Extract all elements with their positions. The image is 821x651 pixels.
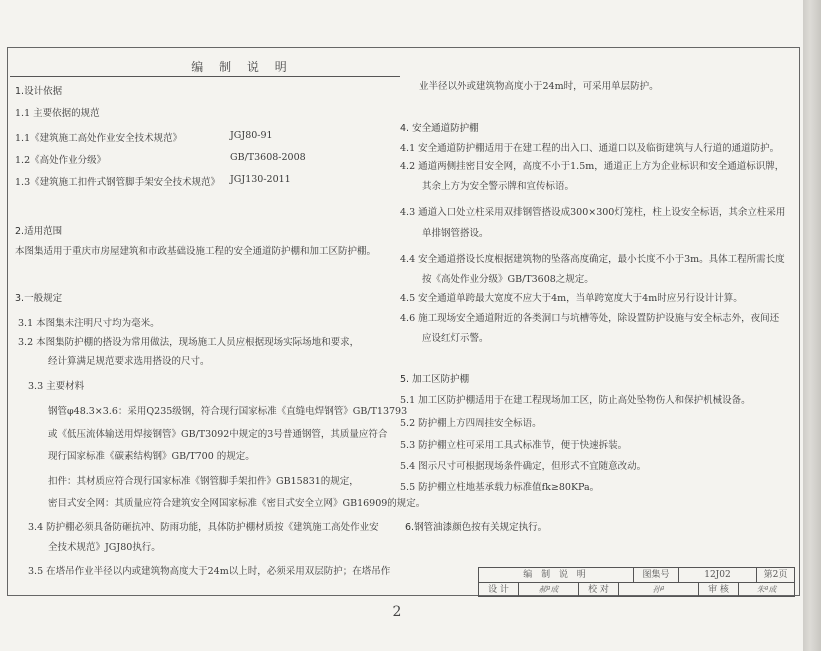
- text-line: 5.4 图示尺寸可根据现场条件确定，但形式不宜随意改动。: [400, 461, 647, 472]
- title-block-row: [479, 583, 794, 597]
- text-line: 1.1 主要依据的规范: [15, 108, 100, 119]
- ref-code: JGJ130-2011: [230, 174, 291, 185]
- section-heading: 4. 安全通道防护棚: [400, 123, 479, 134]
- text-line: 4.3 通道入口处立柱采用双排钢管搭设成300×300灯笼柱，柱上设安全标语，其余立柱采用: [400, 207, 786, 218]
- text-line: 单排钢管搭设。: [422, 228, 489, 239]
- section-heading: 3.一般规定: [15, 293, 63, 304]
- text-line: 3.4 防护棚必须具备防砸抗冲、防雨功能，具体防护棚材质按《建筑施工高处作业安: [28, 522, 379, 533]
- page-title: 编 制 说 明: [191, 60, 293, 74]
- text-line: 现行国家标准《碳素结构钢》GB/T700 的规定。: [48, 451, 255, 462]
- ref-code: GB/T3608-2008: [230, 152, 306, 163]
- text-line: 全技术规范》JGJ80执行。: [48, 542, 161, 553]
- text-line: 业半径以外或建筑物高度小于24m时，可采用单层防护。: [419, 81, 659, 92]
- check-signature: 孙ª: [619, 583, 699, 597]
- review-signature: 朱ª成: [756, 585, 777, 594]
- check-label: 校 对: [579, 583, 619, 597]
- design-label: 设 计: [479, 583, 519, 597]
- section-heading: 2.适用范围: [15, 226, 63, 237]
- design-signature: 郝ª成: [519, 583, 579, 597]
- text-line: 4.4 安全通道搭设长度根据建筑物的坠落高度确定，最小长度不小于3m。具体工程所需长度: [400, 254, 785, 265]
- text-line: 5.2 防护棚上方四周挂安全标语。: [400, 418, 542, 429]
- text-line: 3.5 在塔吊作业半径以内或建筑物高度大于24m以上时，必须采用双层防护；在塔吊作: [28, 566, 391, 577]
- text-line: 其余上方为安全警示牌和宣传标语。: [422, 181, 575, 192]
- title-block: [478, 567, 795, 597]
- text-line: 4.6 施工现场安全通道附近的各类洞口与坑槽等处，除设置防护设施与安全标志外，夜间还: [400, 313, 780, 324]
- atlas-number: 12J02: [679, 568, 757, 582]
- section-heading: 6.钢管油漆颜色按有关规定执行。: [405, 522, 548, 533]
- ref-name: 1.2《高处作业分级》: [15, 155, 107, 166]
- binding-edge: [803, 0, 821, 651]
- text-line: 3.3 主要材料: [28, 381, 85, 392]
- text-line: 3.2 本图集防护棚的搭设为常用做法，现场施工人员应根据现场实际场地和要求，: [18, 337, 360, 348]
- text-line: 或《低压流体输送用焊接钢管》GB/T3092中规定的3号普通钢管，其质量应符合: [48, 429, 388, 440]
- atlas-label: 图集号: [634, 568, 679, 582]
- page-number: 2: [392, 604, 402, 620]
- text-line: 经计算满足规范要求选用搭设的尺寸。: [48, 356, 210, 367]
- ref-code: JGJ80-91: [230, 130, 273, 141]
- section-heading: 5. 加工区防护棚: [400, 374, 470, 385]
- text-line: 5.3 防护棚立柱可采用工具式标准节，便于快速拆装。: [400, 440, 628, 451]
- title-block-row: [479, 568, 794, 583]
- text-line: 按《高处作业分级》GB/T3608之规定。: [422, 274, 594, 285]
- text-line: 密目式安全网：其质量应符合建筑安全网国家标准《密目式安全立网》GB16909的规定。: [48, 498, 426, 509]
- section-heading: 1.设计依据: [15, 86, 63, 97]
- text-line: 5.5 防护棚立柱地基承载力标准值fk≥80KPa。: [400, 482, 600, 493]
- text-line: 4.2 通道两侧挂密目安全网，高度不小于1.5m，通道正上方为企业标识和安全通道标识牌，: [400, 161, 785, 172]
- page-label: 第2页: [763, 570, 788, 580]
- drawing-name: 编 制 说 明: [479, 568, 634, 582]
- title-underline: [10, 76, 400, 77]
- text-line: 4.1 安全通道防护棚适用于在建工程的出入口、通道口以及临街建筑与人行道的通道防护。: [400, 143, 780, 154]
- text-line: 应设红灯示警。: [422, 333, 489, 344]
- review-label: 审 核: [699, 583, 739, 597]
- text-line: 扣件：其材质应符合现行国家标准《钢管脚手架扣件》GB15831的规定，: [48, 476, 359, 487]
- ref-name: 1.1《建筑施工高处作业安全技术规范》: [15, 133, 183, 144]
- text-line: 3.1 本图集未注明尺寸均为毫米。: [18, 318, 160, 329]
- text-line: 4.5 安全通道单跨最大宽度不应大于4m，当单跨宽度大于4m时应另行设计计算。: [400, 293, 743, 304]
- ref-name: 1.3《建筑施工扣件式钢管脚手架安全技术规范》: [15, 177, 221, 188]
- text-line: 本图集适用于重庆市房屋建筑和市政基础设施工程的安全通道防护棚和加工区防护棚。: [15, 246, 377, 257]
- text-line: 5.1 加工区防护棚适用于在建工程现场加工区，防止高处坠物伤人和保护机械设备。: [400, 395, 751, 406]
- text-line: 钢管φ48.3×3.6：采用Q235级钢，符合现行国家标准《直缝电焊钢管》GB/T13793: [48, 406, 408, 417]
